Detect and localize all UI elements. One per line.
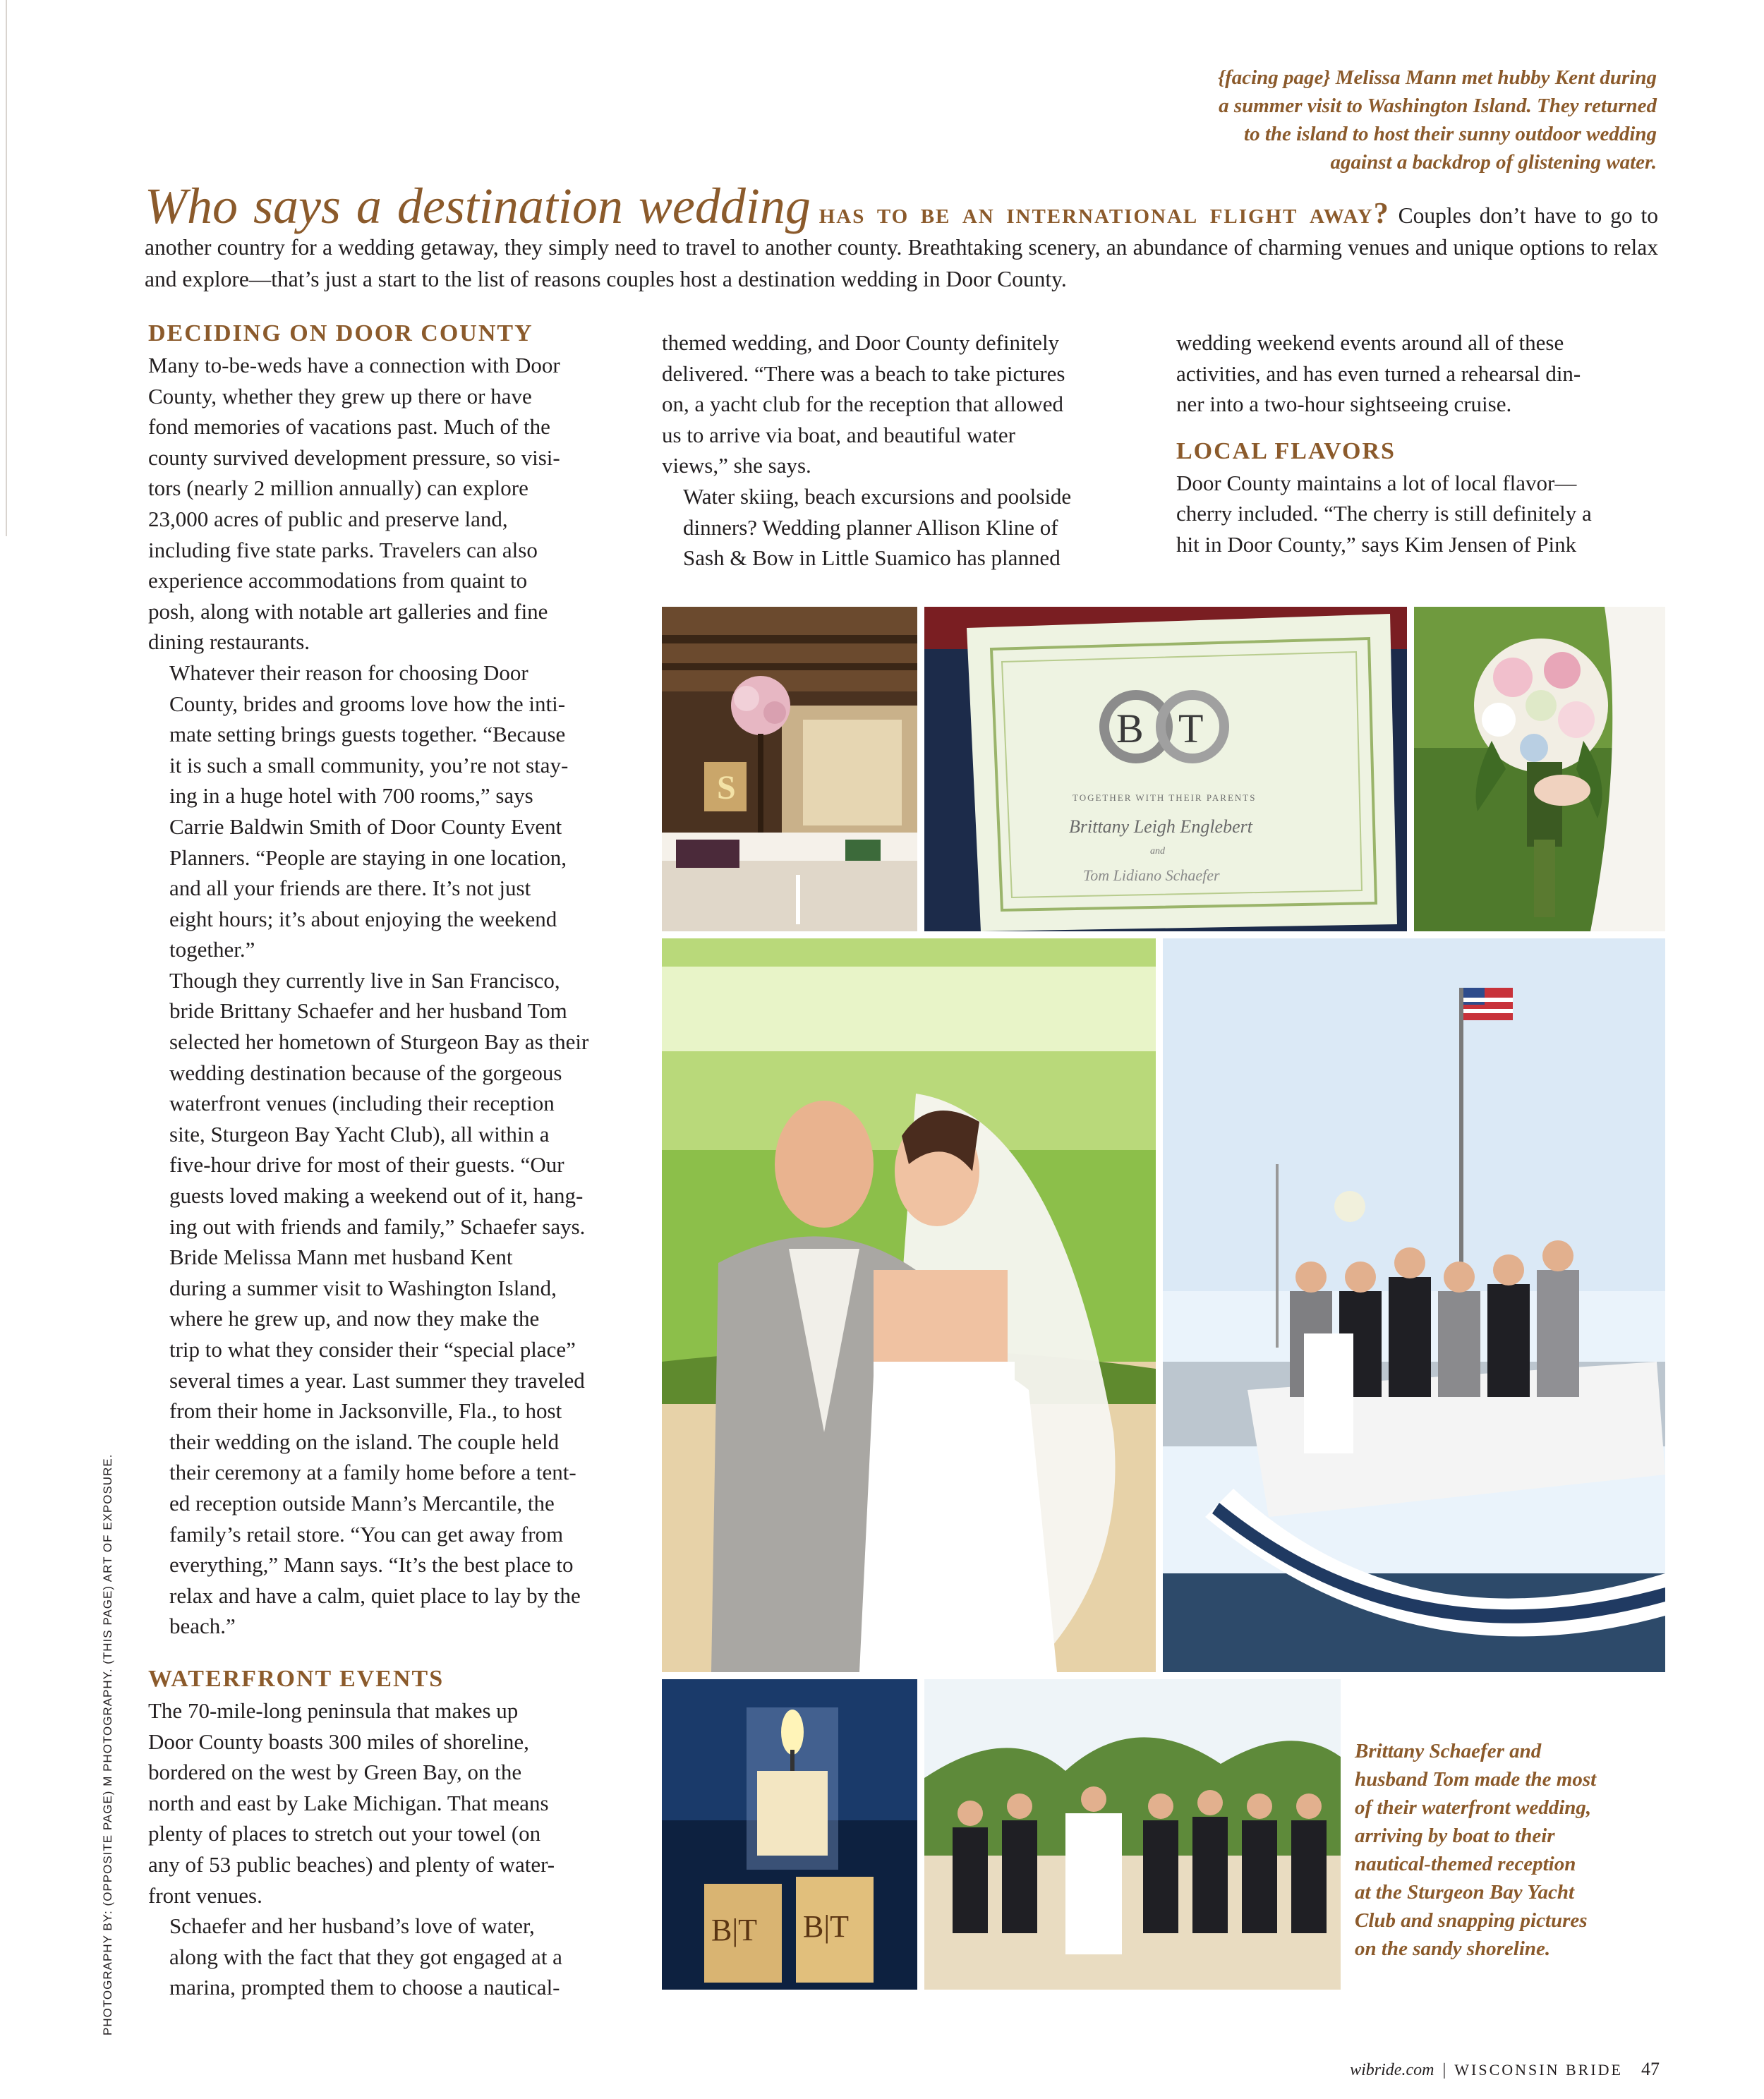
section-heading-local: LOCAL FLAVORS <box>1176 437 1396 464</box>
text-line: wedding destination because of the gorgeous <box>169 1060 562 1085</box>
intro-body: Couples don’t have to go to another country for a wedding getaway, they simply need to travel to another county. Breathtaking scenery, an abundance of charming venues and unique options to relax and explore—that’s just a start to the list of reasons couples host a destination wedding in Door County. <box>145 203 1659 291</box>
text-line: us to arrive via boat, and beautiful water <box>662 422 1015 447</box>
text-line: dining restaurants. <box>148 629 310 655</box>
text-line: family’s retail store. “You can get away from <box>169 1521 564 1547</box>
caption-line: of their waterfront wedding, <box>1355 1796 1592 1819</box>
text-line: where he grew up, and now they make the <box>169 1306 540 1331</box>
text-line: beach.” <box>169 1614 236 1639</box>
caption-line: on the sandy shoreline. <box>1355 1937 1551 1960</box>
text-line: five-hour drive for most of their guests. “Our <box>169 1152 564 1178</box>
candle-monogram-right: B|T <box>803 1909 850 1944</box>
candle-monogram-left: B|T <box>711 1913 758 1947</box>
text-line: during a summer visit to Washington Island, <box>169 1275 557 1300</box>
text-line: fond memories of vacations past. Much of the <box>148 414 550 440</box>
text-line: Sash & Bow in Little Suamico has planned <box>683 545 1061 571</box>
text-line: and all your friends are there. It’s not just <box>169 876 531 901</box>
paragraph <box>148 1695 642 1911</box>
text-line: bordered on the west by Green Bay, on the <box>148 1760 522 1785</box>
text-line: themed wedding, and Door County definitely <box>662 330 1060 355</box>
page-edge-rule <box>6 0 7 536</box>
text-line: cherry included. “The cherry is still definitely a <box>1176 501 1592 526</box>
text-line: Whatever their reason for choosing Door <box>169 660 528 685</box>
text-line: wedding weekend events around all of these <box>1176 330 1564 355</box>
paragraph <box>148 1911 642 2003</box>
text-line: The 70-mile-long peninsula that makes up <box>148 1698 519 1723</box>
svg-text:S: S <box>717 769 736 806</box>
text-line: eight hours; it’s about enjoying the weekend <box>169 906 557 931</box>
page-folio <box>1350 2059 1660 2080</box>
article-column-1 <box>148 317 642 2003</box>
text-line: including five state parks. Travelers can also <box>148 537 538 562</box>
text-line: guests loved making a weekend out of it, hang- <box>169 1183 584 1209</box>
text-line: ing out with friends and family,” Schaefer says. <box>169 1214 586 1239</box>
photo-credit: PHOTOGRAPHY BY: (OPPOSITE PAGE) M PHOTOGRAPHY. (THIS PAGE) ART OF EXPOSURE. <box>101 1453 114 2036</box>
paragraph <box>1176 327 1670 420</box>
text-line: views,” she says. <box>662 453 811 478</box>
text-line: north and east by Lake Michigan. That means <box>148 1790 549 1815</box>
text-line: experience accommodations from quaint to <box>148 568 528 593</box>
caption-line: husband Tom made the most <box>1355 1768 1597 1791</box>
text-line: Water skiing, beach excursions and poolside <box>683 483 1072 509</box>
article-column-2 <box>662 327 1149 574</box>
intro-display-heading: Who says a destination wedding <box>145 178 811 234</box>
text-line: Though they currently live in San Francisco, <box>169 967 560 993</box>
text-line: everything,” Mann says. “It’s the best place to <box>169 1552 574 1578</box>
text-line: from their home in Jacksonville, Fla., to host <box>169 1398 562 1424</box>
text-line: Planners. “People are staying in one location, <box>169 845 567 870</box>
caption-line: against a backdrop of glistening water. <box>1330 151 1657 174</box>
text-line: on, a yacht club for the reception that allowed <box>662 392 1063 417</box>
paragraph <box>148 350 642 658</box>
photo-invitation-rings <box>924 607 1407 931</box>
paragraph <box>148 1242 642 1642</box>
caption-line: Club and snapping pictures <box>1355 1909 1588 1932</box>
text-line: Schaefer and her husband’s love of water, <box>169 1913 535 1939</box>
folio-site: wibride.com <box>1350 2061 1434 2079</box>
text-line: county survived development pressure, so visi- <box>148 444 560 470</box>
page-number: 47 <box>1641 2059 1660 2079</box>
text-line: posh, along with notable art galleries and fine <box>148 598 548 624</box>
folio-magazine: WISCONSIN BRIDE <box>1454 2061 1623 2079</box>
caption-line: nautical-themed reception <box>1355 1853 1576 1875</box>
invite-text-line: Tom Lidiano Schaefer <box>1083 866 1220 884</box>
text-line: Door County boasts 300 miles of shoreline, <box>148 1729 529 1754</box>
invite-text-line: Brittany Leigh Englebert <box>1069 816 1252 837</box>
text-line: Door County maintains a lot of local flavor— <box>1176 470 1577 495</box>
photo-bridal-party <box>924 1679 1341 1990</box>
caption-line: to the island to host their sunny outdoor wedding <box>1244 123 1657 145</box>
paragraph <box>1176 468 1670 560</box>
paragraph <box>148 965 642 1242</box>
text-line: any of 53 public beaches) and plenty of water- <box>148 1851 555 1877</box>
text-line: their ceremony at a family home before a tent- <box>169 1460 576 1485</box>
caption-line: a summer visit to Washington Island. They returned <box>1219 95 1657 117</box>
text-line: Carrie Baldwin Smith of Door County Event <box>169 813 562 839</box>
text-line: trip to what they consider their “special place” <box>169 1337 576 1362</box>
text-line: it is such a small community, you’re not stay- <box>169 752 569 778</box>
intro-paragraph <box>145 178 1659 295</box>
caption-top <box>1120 63 1657 176</box>
photo-bouquet <box>1414 607 1665 931</box>
text-line: 23,000 acres of public and preserve land, <box>148 506 508 531</box>
text-line: front venues. <box>148 1882 262 1908</box>
text-line: several times a year. Last summer they traveled <box>169 1367 585 1393</box>
photo-yacht-party <box>1163 938 1665 1672</box>
text-line: tors (nearly 2 million annually) can explore <box>148 476 528 501</box>
text-line: hit in Door County,” says Kim Jensen of Pink <box>1176 531 1577 557</box>
text-line: site, Sturgeon Bay Yacht Club), all within a <box>169 1121 550 1147</box>
caption-line: Brittany Schaefer and <box>1355 1740 1542 1762</box>
text-line: along with the fact that they got engaged at a <box>169 1944 562 1969</box>
text-line: activities, and has even turned a rehearsal din- <box>1176 361 1581 386</box>
text-line: their wedding on the island. The couple held <box>169 1429 560 1454</box>
text-line: Bride Melissa Mann met husband Kent <box>169 1245 513 1270</box>
text-line: ing in a huge hotel with 700 rooms,” says <box>169 783 533 809</box>
caption-line: arriving by boat to their <box>1355 1825 1555 1847</box>
text-line: ner into a two-hour sightseeing cruise. <box>1176 392 1512 417</box>
text-line: waterfront venues (including their reception <box>169 1091 555 1116</box>
section-heading-waterfront: WATERFRONT EVENTS <box>148 1665 445 1692</box>
text-line: mate setting brings guests together. “Because <box>169 722 566 747</box>
text-line: relax and have a calm, quiet place to lay by the <box>169 1583 581 1608</box>
invite-text-line: and <box>1150 846 1165 857</box>
text-line: Many to-be-weds have a connection with Door <box>148 353 560 377</box>
folio-separator: | <box>1442 2061 1446 2079</box>
paragraph <box>662 481 1149 574</box>
text-line: ed reception outside Mann’s Mercantile, the <box>169 1490 555 1516</box>
text-line: together.” <box>169 937 255 962</box>
text-line: delivered. “There was a beach to take pictures <box>662 361 1065 386</box>
invite-monogram-b: B <box>1116 706 1144 751</box>
photo-reception-hall <box>662 607 917 931</box>
invite-monogram-t: T <box>1178 706 1204 751</box>
caption-line: at the Sturgeon Bay Yacht <box>1355 1881 1575 1904</box>
invite-text-line: TOGETHER WITH THEIR PARENTS <box>1073 792 1257 803</box>
article-column-3 <box>1176 327 1670 560</box>
intro-smallcaps-heading: has to be an international flight away? <box>818 198 1390 230</box>
photo-couple-beach <box>662 938 1156 1672</box>
text-line: dinners? Wedding planner Allison Kline of <box>683 514 1058 540</box>
text-line: County, whether they grew up there or have <box>148 383 532 409</box>
section-heading-deciding: DECIDING ON DOOR COUNTY <box>148 320 533 346</box>
caption-line: {facing page} Melissa Mann met hubby Kent during <box>1217 66 1657 89</box>
caption-bottom <box>1355 1737 1651 1963</box>
paragraph <box>662 327 1149 481</box>
paragraph <box>148 658 642 965</box>
text-line: plenty of places to stretch out your towel (on <box>148 1821 541 1846</box>
text-line: County, brides and grooms love how the inti- <box>169 691 566 716</box>
text-line: selected her hometown of Sturgeon Bay as their <box>169 1029 589 1055</box>
text-line: marina, prompted them to choose a nautical- <box>169 1975 560 2000</box>
text-line: bride Brittany Schaefer and her husband Tom <box>169 998 567 1024</box>
photo-candles <box>662 1679 917 1990</box>
